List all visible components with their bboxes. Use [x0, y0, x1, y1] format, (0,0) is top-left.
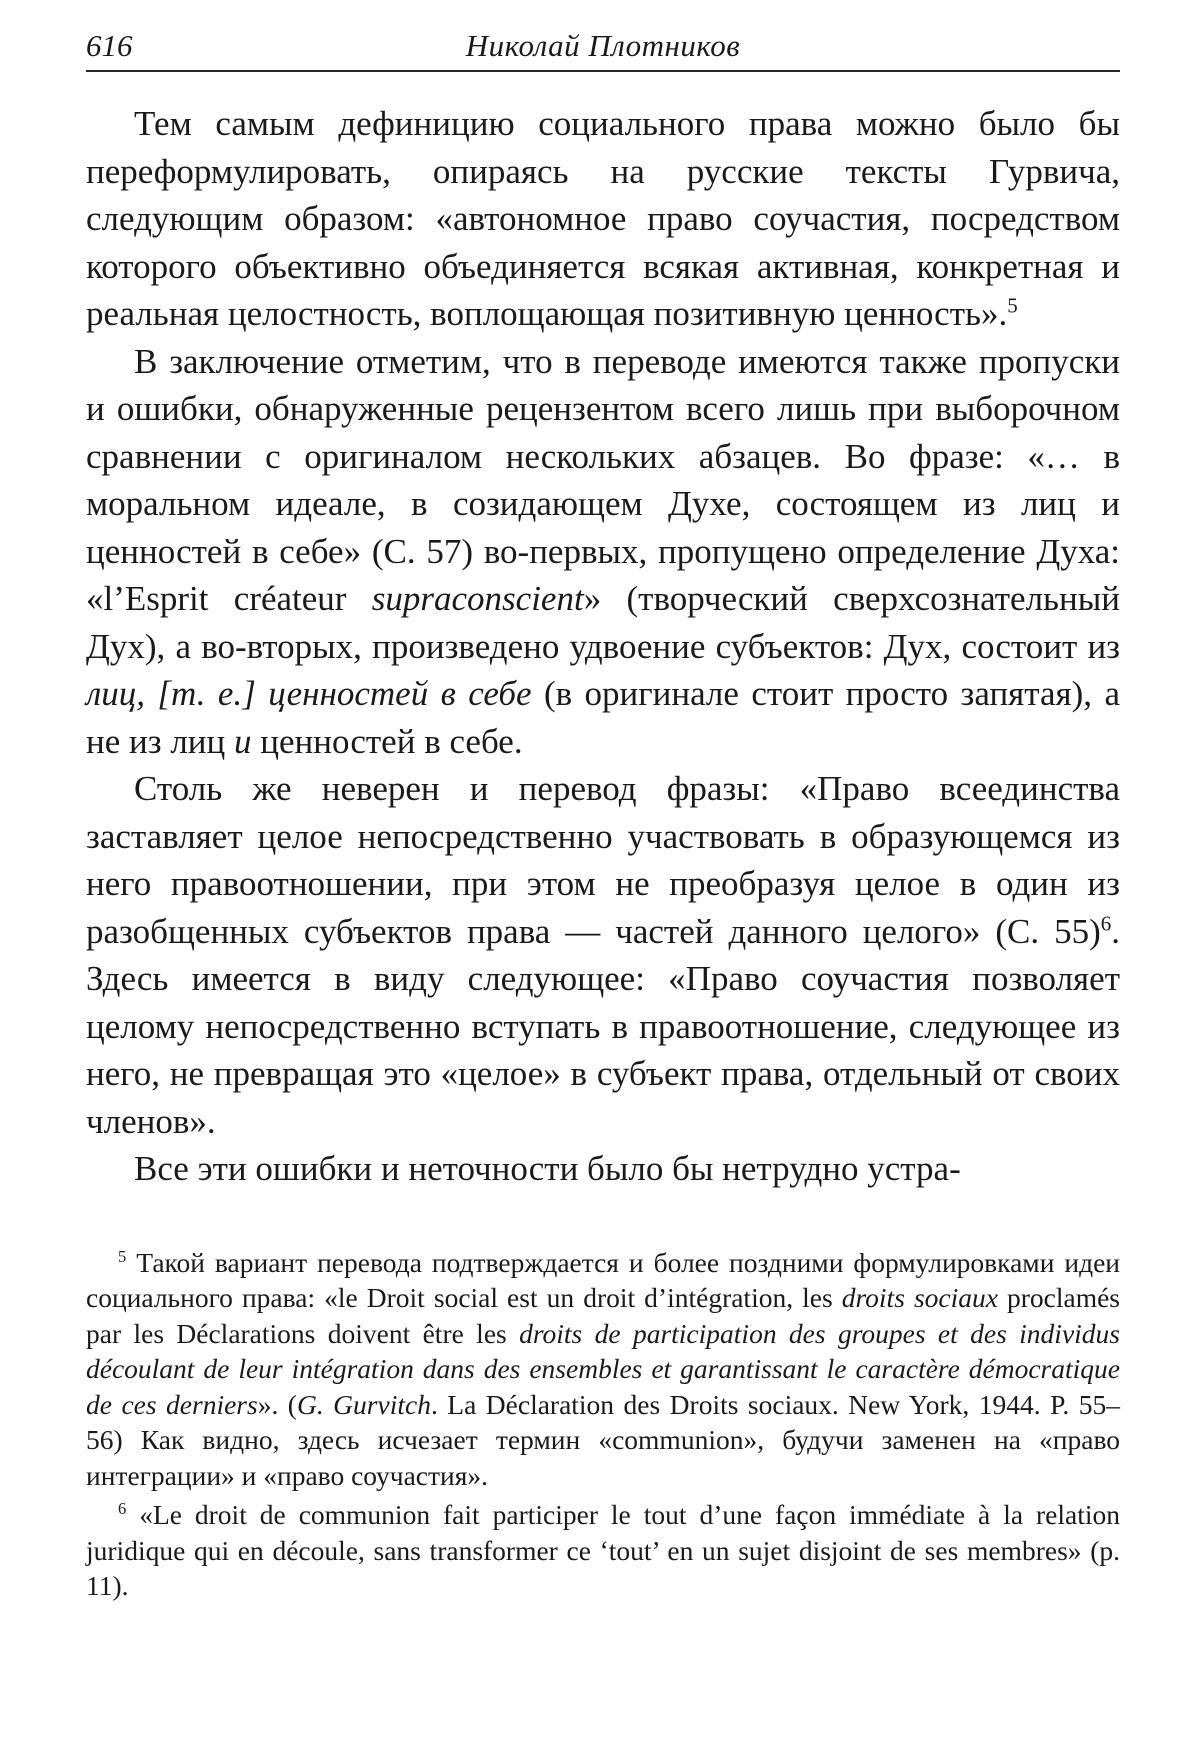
paragraph-text: В заключение отметим, что в переводе имеются также пропуски и ошибки, обнаруженные рецензентом всего лишь при выборочном сравнении с оригиналом нескольких абзацев. Во фразе: «… в моральном идеале, в созидающем Духе, состоящем из лиц и ценностей в себе» (С. 57) во-первых, пропущено определение Духа: «l’Esprit créateur	[86, 341, 1120, 618]
italic-term: droits de participation des groupes et des individus découlant de leur intégration dans des ensembles et garantissant le caractère démocratique de ces derniers	[86, 1317, 1120, 1420]
footnote-text: proclamés par les Déclarations doivent être les	[86, 1282, 1121, 1349]
running-head	[86, 22, 1120, 72]
paragraph	[86, 1145, 1120, 1193]
paragraph-text: Столь же неверен и перевод фразы: «Право всеединства заставляет целое непосредственно участвовать в образующемся из него правоотношении, при этом не преобразуя целое в один из разобщенных субъектов права — частей данного целого» (С. 55)	[86, 769, 1120, 951]
footnote-text: ». (	[257, 1388, 297, 1420]
footnote-6	[86, 1497, 1120, 1604]
paragraph-text: . Здесь имеется в виду следующее: «Право соучастия позволяет целому непосредственно вступать в правоотношение, следующее из него, не превращая это «целое» в субъект права, отдельный от своих членов».	[86, 911, 1120, 1141]
italic-term: лиц, [т. е.] ценностей в себе	[86, 674, 532, 713]
paragraph	[86, 765, 1120, 1145]
italic-author: G. Gurvitch	[296, 1388, 431, 1420]
footnote-number: 5	[118, 1246, 127, 1266]
italic-term: и	[234, 721, 252, 761]
footnotes	[86, 1245, 1120, 1604]
paragraph-text: (в оригинале стоит просто запятая), а не из лиц	[86, 674, 1120, 761]
paragraph-text: ценностей в себе.	[251, 721, 523, 761]
footnote-ref: 6	[1100, 910, 1112, 935]
italic-term: droits sociaux	[841, 1282, 998, 1313]
footnote-5	[86, 1245, 1120, 1494]
paragraph-text: » (творческий сверхсознательный Дух), а во-вторых, произведено удвоение субъектов: Дух, состоит из	[86, 579, 1120, 666]
footnote-number: 6	[118, 1498, 127, 1518]
paragraph	[86, 338, 1120, 766]
footnote-text: . La Déclaration des Droits sociaux. New York, 1944. P. 55–56) Как видно, здесь исчезает термин «communion», будучи заменен на «право интеграции» и «право соучастия».	[86, 1388, 1120, 1491]
main-text	[86, 100, 1120, 1193]
footnote-text: «Le droit de communion fait participer le tout d’une façon immédiate à la relation juridique qui en découle, sans transformer ce ‘tout’ en un sujet disjoint de ses membres» (p. 11).	[86, 1499, 1120, 1601]
footnote-text: Такой вариант перевода подтверждается и более поздними формулировками идеи социального права: «le Droit social est un droit d’intégration, les	[86, 1246, 1120, 1313]
paragraph-text: Тем самым дефиницию социального права можно было бы переформулировать, опираясь на русские тексты Гурвича, следующим образом: «автономное право соучастия, посредством которого объективно объединяется всякая активная, конкретная и реальная целостность, воплощающая позитивную ценность».	[86, 104, 1120, 333]
italic-term: supraconscient	[371, 579, 584, 618]
page-number: 616	[86, 28, 133, 63]
footnote-ref: 5	[1007, 293, 1018, 318]
book-page	[86, 22, 1120, 1608]
paragraph	[86, 100, 1120, 338]
paragraph-text: Все эти ошибки и неточности было бы нетрудно устра-	[134, 1149, 961, 1188]
running-head-author: Николай Плотников	[465, 28, 741, 63]
